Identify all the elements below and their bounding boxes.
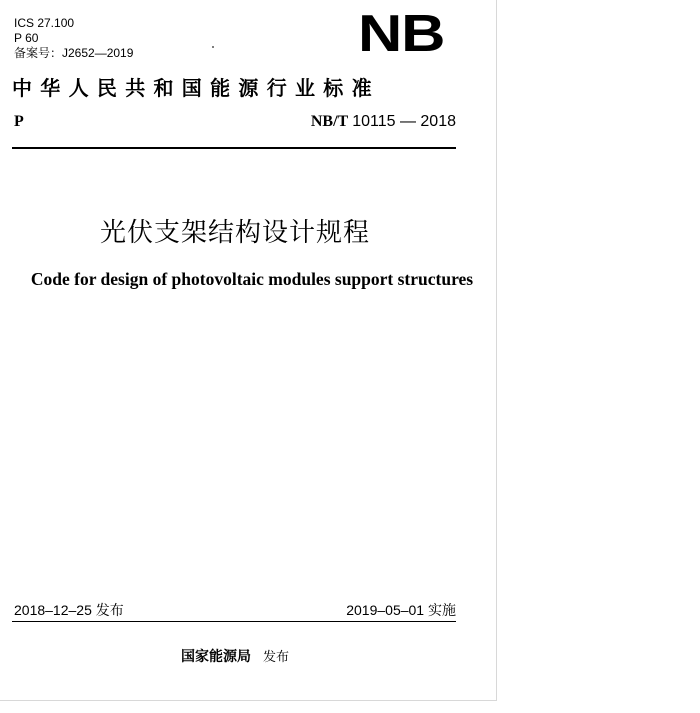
implementation-date: 2019–05–01 实施 — [346, 602, 456, 618]
standard-number-value: 10115 — 2018 — [352, 113, 456, 130]
bottom-divider — [12, 621, 456, 622]
issuer — [0, 646, 470, 666]
ccs-code: P 60 — [14, 31, 39, 45]
standard-number-prefix: NB/T — [310, 113, 349, 130]
issuer-name: 国家能源局 — [180, 649, 251, 665]
standard-category-title: 中华人民共和国能源行业标准 — [12, 76, 380, 100]
title-chinese: 光伏支架结构设计规程 — [99, 218, 370, 248]
publish-date: 2018–12–25 发布 — [14, 602, 124, 618]
speck — [212, 46, 214, 48]
nb-logo: NB — [358, 5, 445, 63]
title-english: Code for design of photovoltaic modules support structures — [30, 269, 474, 289]
record-number: 备案号：J2652—2019 — [14, 46, 134, 60]
top-divider — [12, 147, 456, 149]
ics-code: ICS 27.100 — [14, 16, 75, 30]
issuer-verb: 发布 — [262, 650, 289, 665]
classification-prefix: P — [14, 113, 24, 130]
standard-number — [311, 113, 456, 131]
